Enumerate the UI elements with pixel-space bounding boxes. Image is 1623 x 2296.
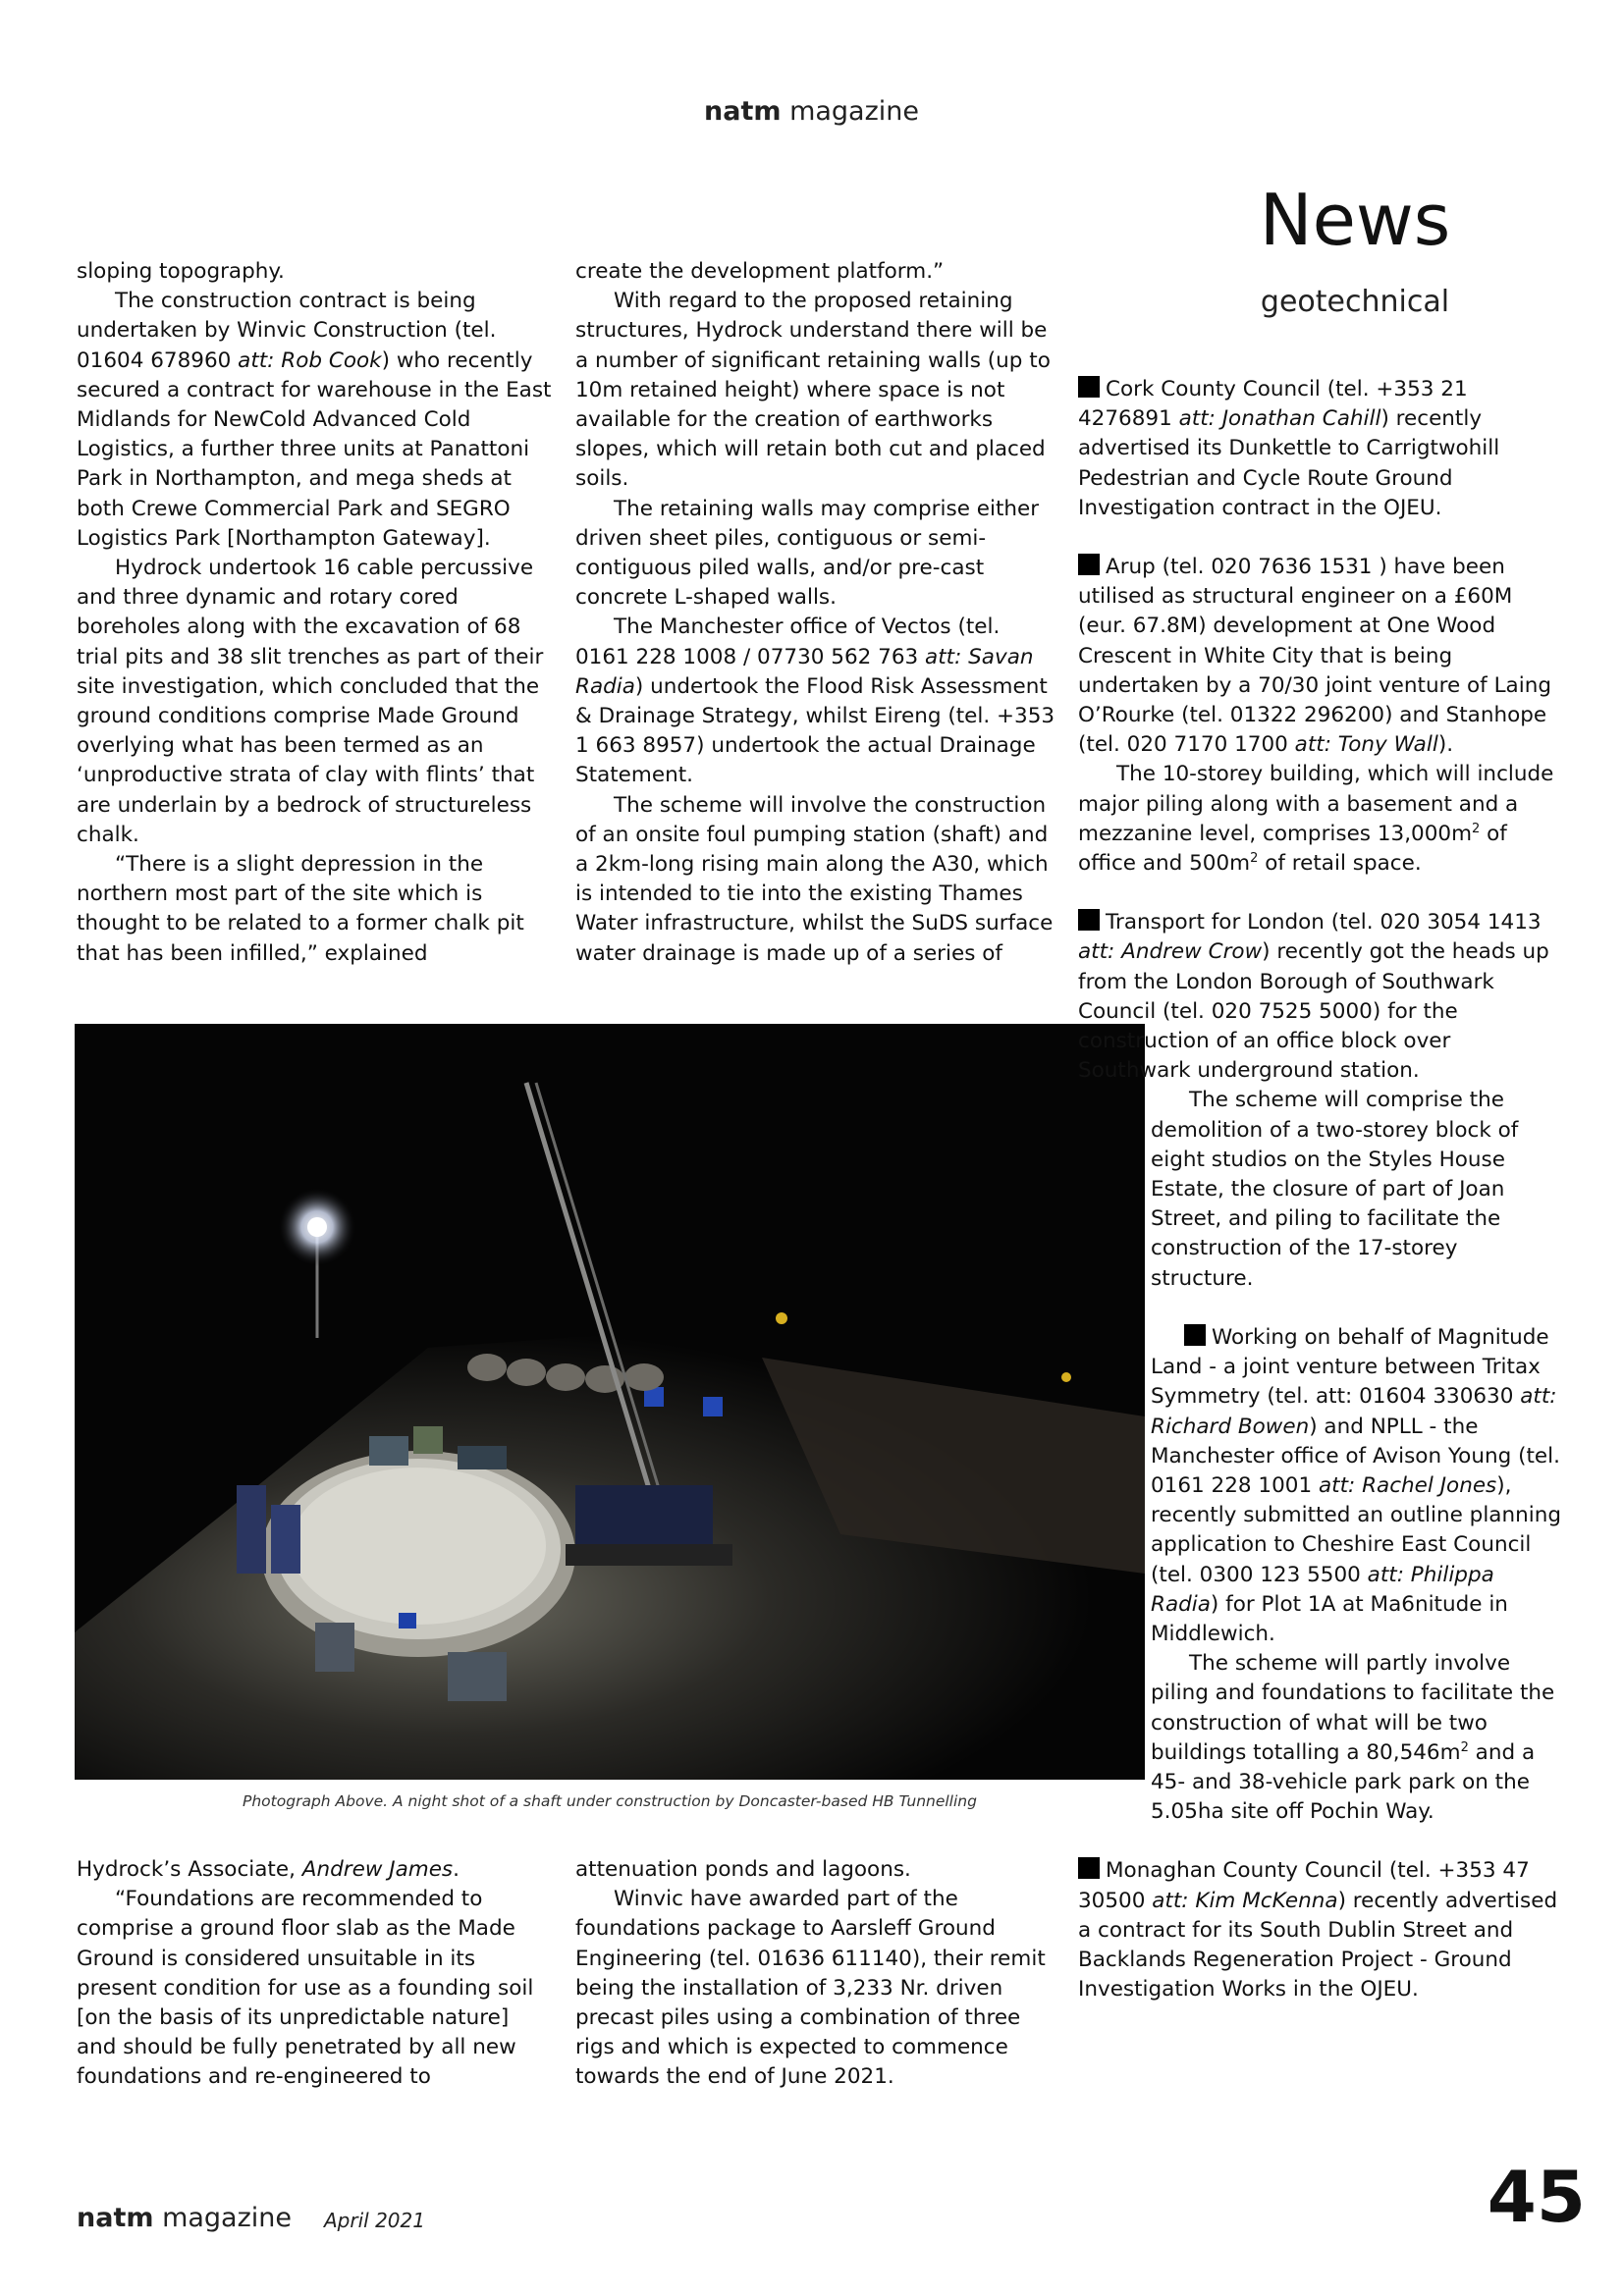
paragraph: sloping topography. (77, 259, 285, 284)
page-number: 45 (1487, 2156, 1586, 2238)
bullet-square-icon (1078, 376, 1100, 398)
news-item-arup: Arup (tel. 020 7636 1531 ) have been utilised as structural engineer on a £60M (eur. 67.8M) development at One Wood Crescent in White City that is being undertaken by a 70/30 joint venture of Laing O’Rourke (tel. 01322 296200) and Stanhope (tel. 020 7170 1700 att: Tony Wall). (1078, 555, 1551, 758)
photo-caption: Photograph Above. A night shot of a shaft under construction by Doncaster-based HB Tunnelling (243, 1792, 977, 1810)
column-1-top (77, 257, 553, 969)
paragraph: The scheme will partly involve piling and foundations to facilitate the construction of what will be two buildings totalling a $80,546m^2$ and a 45- and 38-vehicle park park on the 5.05ha site off Pochin Way. (1151, 1651, 1555, 1825)
contact-name: att: Savan Radia (575, 644, 1034, 699)
bullet-square-icon (1078, 554, 1100, 575)
paragraph: Hydrock’s Associate, Andrew James. (77, 1857, 460, 1882)
section-title: News (1259, 179, 1451, 261)
news-item-monaghan: Monaghan County Council (tel. +353 47 30500 att: Kim McKenna) recently advertised a contract for its South Dublin Street and Backlands Regeneration Project - Ground Investigation Works in the OJEU. (1078, 1858, 1558, 2002)
footer-date: April 2021 (324, 2209, 425, 2232)
header-brand (0, 96, 1623, 127)
news-item-tfl: Transport for London (tel. 020 3054 1413 att: Andrew Crow) recently got the heads up from the London Borough of Southwark Council (tel. 020 7525 5000) for the construction of an office block over Southwark underground station. (1078, 910, 1549, 1084)
news-item-cork: Cork County Council (tel. +353 21 4276891 att: Jonathan Cahill) recently advertised its Dunkettle to Carrigtwohill Pedestrian and Cycle Route Ground Investigation contract in the OJEU. (1078, 377, 1500, 520)
bullet-square-icon (1078, 1857, 1100, 1879)
paragraph: The scheme will comprise the demolition of a two-storey block of eight studios on the Styles House Estate, the closure of part of Joan Street, and piling to facilitate the construction of the 17-storey structure. (1151, 1088, 1519, 1291)
column-2-bottom (575, 1855, 1056, 2093)
section-subtitle: geotechnical (1260, 285, 1450, 319)
bullet-square-icon (1184, 1324, 1206, 1346)
bullet-square-icon (1078, 909, 1100, 931)
paragraph: “Foundations are recommended to comprise a ground floor slab as the Made Ground is considered unsuitable in its present condition for use as a founding soil [on the basis of its unpredictable nature] and should be fully penetrated by all new foundations and re-engineered to (77, 1887, 534, 2090)
contact-name: att: Rob Cook (238, 347, 382, 373)
paragraph: With regard to the proposed retaining structures, Hydrock understand there will be a number of significant retaining walls (up to 10m retained height) where space is not available for the creation of earthworks slopes, which will retain both cut and placed soils. (575, 289, 1051, 492)
paragraph: The 10-storey building, which will include major piling along with a basement and a mezzanine level, comprises $13,000m^2$ of office and $500m^2$ of retail space. (1078, 762, 1554, 877)
news-item-magnitude: Working on behalf of Magnitude Land - a joint venture between Tritax Symmetry (tel. att: 01604 330630 att: Richard Bowen) and NPLL - the Manchester office of Avison Young (tel. 0161 228 1001 att: Rachel Jones), recently submitted an outline planning application to Cheshire East Council (tel. 0300 123 5500 att: Philippa Radia) for Plot 1A at Ma6nitude in Middlewich. (1151, 1324, 1561, 1646)
column-1-bottom (77, 1855, 553, 2093)
person-name: Andrew James (301, 1857, 454, 1882)
paragraph: The retaining walls may comprise either driven sheet piles, contiguous or semi-contiguous piled walls, and/or pre-cast concrete L-shaped walls. (575, 496, 1040, 611)
paragraph: The Manchester office of Vectos (tel. 0161 228 1008 / 07730 562 763 att: Savan Radia) undertook the Flood Risk Assessment & Drainage Strategy, whilst Eireng (tel. +353 1 663 8957) undertook the actual Drainage Statement. (575, 614, 1055, 788)
paragraph: Winvic have awarded part of the foundations package to Aarsleff Ground Engineering (tel. 01636 611140), their remit being the installation of 3,233 Nr. driven precast piles using a combination of three rigs and which is expected to commence towards the end of June 2021. (575, 1887, 1046, 2090)
paragraph: The construction contract is being undertaken by Winvic Construction (tel. 01604 678960 att: Rob Cook) who recently secured a contract for warehouse in the East Midlands for NewCold Advanced Cold Logistics, a further three units at Panattoni Park in Northampton, and mega sheds at both Crewe Commercial Park and SEGRO Logistics Park [Northampton Gateway]. (77, 289, 552, 551)
brand-rest: magazine (781, 96, 919, 127)
column-3-news-items (1078, 375, 1564, 2004)
column-2-top (575, 257, 1056, 969)
paragraph: Hydrock undertook 16 cable percussive and three dynamic and rotary cored boreholes along with the excavation of 68 trial pits and 38 slit trenches as part of their site investigation, which concluded that the ground conditions comprise Made Ground overlying what has been termed as an ‘unproductive strata of clay with flints’ that are underlain by a bedrock of structureless chalk. (77, 556, 544, 847)
paragraph: “There is a slight depression in the northern most part of the site which is thought to be related to a former chalk pit that has been infilled,” explained (77, 852, 524, 966)
paragraph: attenuation ponds and lagoons. (575, 1857, 911, 1882)
paragraph: create the development platform.” (575, 259, 945, 284)
brand-bold: natm (704, 96, 782, 127)
footer-brand: natm magazine (77, 2203, 292, 2233)
paragraph: The scheme will involve the construction of an onsite foul pumping station (shaft) and a 2km-long rising main along the A30, which is intended to tie into the existing Thames Water infrastructure, whilst the SuDS surface water drainage is made up of a series of (575, 792, 1054, 966)
construction-shaft-photo (75, 1024, 1145, 1780)
